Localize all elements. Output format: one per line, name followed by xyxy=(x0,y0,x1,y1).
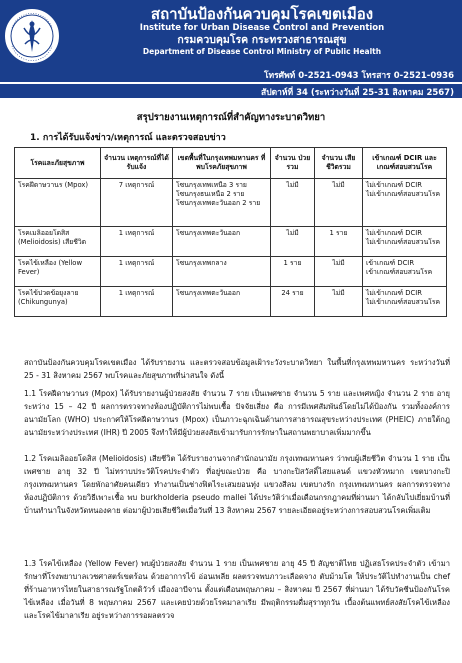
districts-cell xyxy=(173,227,271,257)
cases-cell: 24 ราย xyxy=(271,287,315,317)
district-line: โซนกรุงเทพตะวันออก xyxy=(176,229,241,237)
institute-name-en: Institute for Urban Disease Control and Prevention xyxy=(139,23,385,33)
deaths-cell: 1 ราย xyxy=(315,227,363,257)
ministry-seal-logo xyxy=(2,2,62,72)
header-titles xyxy=(66,0,458,57)
criteria-line: เข้าเกณฑ์ DCIR xyxy=(366,259,415,267)
department-name-en: Department of Disease Control Ministry of Public Health xyxy=(142,47,382,56)
cases-cell: ไม่มี xyxy=(271,179,315,227)
mpox-paragraph: 1.1 โรคฝีดาษวานร (Mpox) ได้รับรายงานผู้ป่วยสงสัย จำนวน 7 ราย เป็นเพศชาย จำนวน 5 ราย และเพศหญิง จำนวน 2 ราย อายุระหว่าง 15 – 42 ปี ผลการตรวจทางห้องปฏิบัติการไม่พบเชื้อ ปัจจัยเสี่ยง คือ การมีเพศสัมพันธ์โดยไม่ได้ป้องกัน รวมทั้งองค์การอนามัยโลก (WHO) ประกาศให้โรคฝีดาษวานร (Mpox) เป็นภาวะฉุกเฉินด้านการสาธารณสุขระหว่างประเทศ (PHEIC) ภายใต้กฎอนามัยระหว่างประเทศ (IHR) ปี 2005 จึงทำให้มีผู้ป่วยสงสัยเข้ามารับการรักษาในสถานพยาบาลเพิ่มมากขึ้น xyxy=(24,389,450,437)
column-header: เข้าเกณฑ์ DCIR และ เกณฑ์สอบสวนโรค xyxy=(363,148,447,179)
criteria-line: ไม่เข้าเกณฑ์ DCIR xyxy=(366,229,422,237)
deaths-cell: ไม่มี xyxy=(315,287,363,317)
events-cell: 1 เหตุการณ์ xyxy=(101,287,173,317)
criteria-line: เข้าเกณฑ์สอบสวนโรค xyxy=(366,268,433,276)
department-name-th: กรมควบคุมโรค กระทรวงสาธารณสุข xyxy=(177,34,347,46)
criteria-cell xyxy=(363,287,447,317)
criteria-cell xyxy=(363,257,447,287)
disease-cell: โรคเมลิออยโดสิส (Melioidosis) เสียชีวิต xyxy=(15,227,101,257)
table-row xyxy=(15,257,447,287)
criteria-line: ไม่เข้าเกณฑ์ DCIR xyxy=(366,289,422,297)
table-row xyxy=(15,287,447,317)
table-row xyxy=(15,227,447,257)
institute-name-th: สถาบันป้องกันควบคุมโรคเขตเมือง xyxy=(150,5,374,23)
criteria-line: ไม่เข้าเกณฑ์ DCIR xyxy=(366,181,422,189)
cases-cell: 1 ราย xyxy=(271,257,315,287)
district-line: โซนกรุงเทพตะวันออก xyxy=(176,289,241,297)
events-cell: 7 เหตุการณ์ xyxy=(101,179,173,227)
disease-cell: โรคไข้เหลือง (Yellow Fever) xyxy=(15,257,101,287)
districts-cell xyxy=(173,257,271,287)
disease-cell: โรคไข้ปวดข้อยุงลาย (Chikungunya) xyxy=(15,287,101,317)
district-line: โซนกรุงธนเหนือ 2 ราย xyxy=(176,190,245,198)
column-header: จำนวน เสียชีวิตรวม xyxy=(315,148,363,179)
districts-cell xyxy=(173,179,271,227)
report-week: สัปดาห์ที่ 34 (ระหว่างวันที่ 25-31 สิงหาคม 2567) xyxy=(261,88,454,98)
table-header-row xyxy=(15,148,447,179)
district-line: โซนกรุงเทพกลาง xyxy=(176,259,227,267)
events-cell: 1 เหตุการณ์ xyxy=(101,257,173,287)
table-row xyxy=(15,179,447,227)
criteria-line: ไม่เข้าเกณฑ์สอบสวนโรค xyxy=(366,298,441,306)
column-header: โรคและภัยสุขภาพ xyxy=(15,148,101,179)
district-line: โซนกรุงเทพเหนือ 3 ราย xyxy=(176,181,247,189)
district-line: โซนกรุงเทพตะวันออก 2 ราย xyxy=(176,199,261,207)
criteria-line: ไม่เข้าเกณฑ์สอบสวนโรค xyxy=(366,238,441,246)
criteria-cell xyxy=(363,179,447,227)
deaths-cell: ไม่มี xyxy=(315,257,363,287)
cases-cell: ไม่มี xyxy=(271,227,315,257)
districts-cell xyxy=(173,287,271,317)
report-title: สรุปรายงานเหตุการณ์ที่สำคัญทางระบาดวิทยา xyxy=(136,112,326,123)
column-header: จำนวน เหตุการณ์ที่ได้รับแจ้ง xyxy=(101,148,173,179)
events-table xyxy=(14,147,447,317)
events-cell: 1 เหตุการณ์ xyxy=(101,227,173,257)
column-header: จำนวน ป่วยรวม xyxy=(271,148,315,179)
melioidosis-paragraph: 1.2 โรคเมลิออยโดสิส (Melioidosis) เสียชีวิต ได้รับรายงานจากสำนักอนามัย กรุงเทพมหานคร ว่าพบผู้เสียชีวิต จำนวน 1 ราย เป็นเพศชาย อายุ 32 ปี ไม่ทราบประวัติโรคประจำตัว ที่อยู่ขณะป่วย คือ บางกะปิสวัสดิ์ไสยแลนด์ แขวงหัวหมาก เขตบางกะปิ กรุงเทพมหานคร โดยพักอาศัยคนเดียว ทำงานเป็นช่างฟิตไระเสมยอนทุ่ง แขวงสีลม เขตบางรัก กรุงเทพมหานคร ผลการตรวจทางห้องปฏิบัติการ ด้วยวิธีเพาะเชื้อ พบ burkholderia pseudo mallei ได้ประวัติว่าเมื่อเดือนกรกฎาคมที่ผ่านมา ได้กลับไปเยี่ยมบ้านที่บ้านทำนาในจังหวัดหนองคาย ต่อมาผู้ป่วยเสียชีวิตเมื่อวันที่ 13 สิงหาคม 2567 รายละเอียดอยู่ระหว่างการสอบสวนโรคเพิ่มเติม xyxy=(24,454,450,515)
disease-cell: โรคฝีดาษวานร (Mpox) xyxy=(15,179,101,227)
section-heading: 1. การได้รับแจ้งข่าว/เหตุการณ์ และตรวจสอบข่าว xyxy=(30,133,226,143)
deaths-cell: ไม่มี xyxy=(315,179,363,227)
criteria-cell xyxy=(363,227,447,257)
criteria-line: ไม่เข้าเกณฑ์สอบสวนโรค xyxy=(366,190,441,198)
column-header: เขตพื้นที่ในกรุงเทพมหานคร ที่พบโรคภัยสุขภาพ xyxy=(173,148,271,179)
contact-phone-fax: โทรศัพท์ 0-2521-0943 โทรสาร 0-2521-0936 xyxy=(263,71,454,81)
intro-paragraph: สถาบันป้องกันควบคุมโรคเขตเมือง ได้รับรายงาน และตรวจสอบข้อมูลเฝ้าระวังระบาดวิทยา ในพื้นที่กรุงเทพมหานคร ระหว่างวันที่ 25 - 31 สิงหาคม 2567 พบโรคและภัยสุขภาพที่น่าสนใจ ดังนี้ xyxy=(24,358,450,380)
yellow-fever-paragraph: 1.3 โรคไข้เหลือง (Yellow Fever) พบผู้ป่วยสงสัย จำนวน 1 ราย เป็นเพศชาย อายุ 45 ปี สัญชาติไทย ปฏิเสธโรคประจำตัว เข้ามารักษาที่โรงพยาบาลเวชศาสตร์เขตร้อน ด้วยอาการไข้ อ่อนเพลีย ผลตรวจพบภาวะเลือดจาง ตับม้ามโต ให้ประวัติไปทำงานเป็น chef ที่ร้านอาหารไทยในสาธารณรัฐโกตดิวัวร์ เมืองอาบีจาน ตั้งแต่เดือนพฤษภาคม – สิงหาคม ปี 2567 ที่ผ่านมา ได้รับวัคซีนป้องกันโรคไข้เหลือง เมื่อวันที่ 8 พฤษภาคม 2567 และเคยป่วยด้วยโรคมาลาเรีย มีพฤติกรรมดื่มสุราทุกวัน เบื้องต้นแพทย์สงสัยโรคไข้เหลือง และโรคไข้มาลาเรีย อยู่ระหว่างการรอผลตรวจ xyxy=(24,559,450,620)
